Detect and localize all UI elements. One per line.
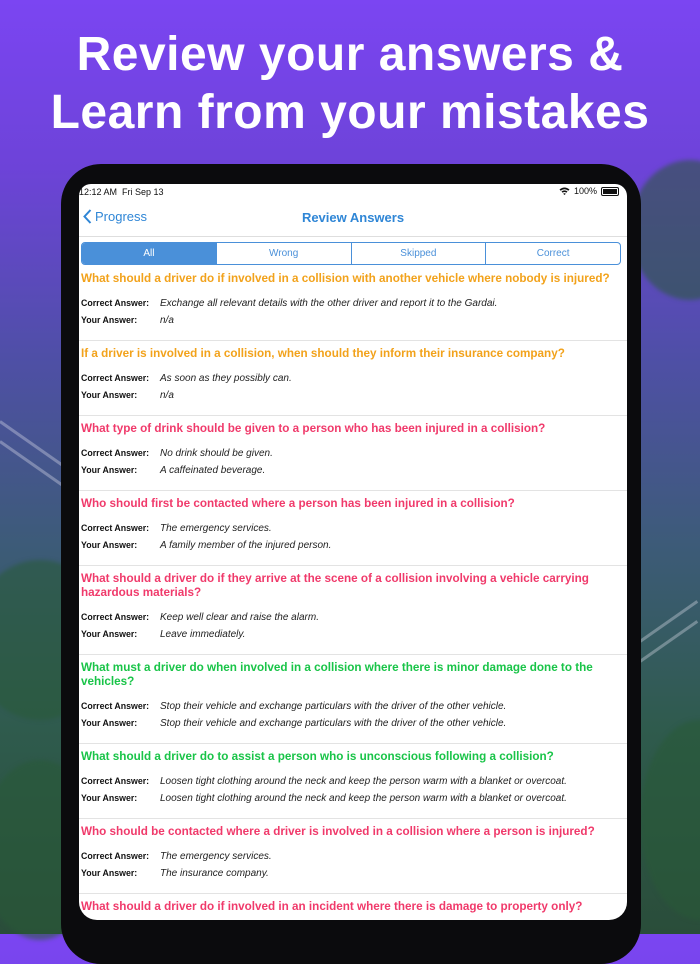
correct-answer-row: [81, 298, 617, 309]
back-button-label: Progress: [95, 209, 148, 224]
question-text: What should a driver do if they arrive at the scene of a collision involving a vehicle carrying hazardous materials?: [81, 572, 589, 599]
road-line: [639, 600, 698, 643]
correct-answer-label: Correct Answer:: [81, 851, 150, 861]
correct-answer-label: Correct Answer:: [81, 612, 150, 622]
question-row[interactable]: [79, 655, 627, 744]
correct-answer-label: Correct Answer:: [81, 701, 150, 711]
correct-answer-row: [81, 373, 617, 384]
status-right: [559, 186, 619, 196]
navigation-bar: [79, 198, 627, 237]
your-answer-row: [81, 465, 617, 476]
correct-answer-label: Correct Answer:: [81, 448, 150, 458]
question-row[interactable]: [79, 566, 627, 655]
page-title: Review Answers: [301, 210, 405, 225]
your-answer-value: n/a: [160, 390, 174, 401]
headline-line-1: Review your answers &: [76, 28, 624, 81]
your-answer-value: A family member of the injured person.: [160, 540, 332, 551]
your-answer-row: [81, 390, 617, 401]
tree-cluster: [640, 720, 700, 920]
correct-answer-label: Correct Answer:: [81, 298, 150, 308]
question-row[interactable]: [79, 894, 627, 920]
your-answer-row: [81, 315, 617, 326]
your-answer-label: Your Answer:: [81, 718, 138, 728]
correct-answer-value: Keep well clear and raise the alarm.: [160, 612, 319, 623]
your-answer-value: Stop their vehicle and exchange particulars with the driver of the other vehicle.: [160, 718, 507, 729]
your-answer-label: Your Answer:: [81, 868, 138, 878]
question-row[interactable]: [79, 341, 627, 416]
correct-answer-value: As soon as they possibly can.: [160, 373, 292, 384]
filter-segmented-control: [81, 242, 621, 265]
question-row[interactable]: [79, 266, 627, 341]
correct-answer-row: [81, 523, 617, 534]
headline-line-2: Learn from your mistakes: [50, 86, 650, 139]
your-answer-label: Your Answer:: [81, 540, 138, 550]
correct-answer-value: No drink should be given.: [160, 448, 273, 459]
your-answer-value: A caffeinated beverage.: [160, 465, 266, 476]
your-answer-label: Your Answer:: [81, 315, 138, 325]
status-bar: [79, 184, 627, 198]
your-answer-row: [81, 718, 617, 729]
your-answer-value: Leave immediately.: [160, 629, 246, 640]
segment-skipped[interactable]: Skipped: [351, 243, 486, 264]
correct-answer-label: Correct Answer:: [81, 523, 150, 533]
promo-headline: [0, 26, 700, 142]
correct-answer-row: [81, 851, 617, 862]
your-answer-label: Your Answer:: [81, 629, 138, 639]
battery-icon: [601, 187, 619, 196]
status-date: Fri Sep 13: [122, 187, 164, 197]
segment-correct[interactable]: Correct: [485, 243, 620, 264]
question-text: If a driver is involved in a collision, when should they inform their insurance company?: [81, 347, 565, 360]
correct-answer-value: The emergency services.: [160, 523, 272, 534]
status-clock: 12:12 AM: [79, 187, 118, 197]
your-answer-label: Your Answer:: [81, 465, 138, 475]
your-answer-row: [81, 793, 617, 804]
tablet-screen: [79, 184, 627, 920]
question-row[interactable]: [79, 491, 627, 566]
status-time: [79, 187, 164, 197]
your-answer-row: [81, 629, 617, 640]
question-text: What must a driver do when involved in a collision where there is minor damage done to the vehicles?: [81, 661, 593, 688]
correct-answer-row: [81, 612, 617, 623]
correct-answer-value: The emergency services.: [160, 851, 272, 862]
question-text: What type of drink should be given to a person who has been injured in a collision?: [81, 422, 546, 435]
correct-answer-row: [81, 701, 617, 712]
question-text: Who should first be contacted where a person has been injured in a collision?: [81, 497, 515, 510]
correct-answer-row: [81, 776, 617, 787]
question-text: Who should be contacted where a driver is involved in a collision where a person is injured?: [81, 825, 595, 838]
correct-answer-value: Exchange all relevant details with the other driver and report it to the Gardai.: [160, 298, 498, 309]
your-answer-label: Your Answer:: [81, 390, 138, 400]
answers-list: [79, 266, 627, 920]
correct-answer-row: [81, 448, 617, 459]
correct-answer-label: Correct Answer:: [81, 373, 150, 383]
your-answer-row: [81, 868, 617, 879]
correct-answer-value: Loosen tight clothing around the neck and keep the person warm with a blanket or overcoat.: [160, 776, 567, 787]
your-answer-value: The insurance company.: [160, 868, 269, 879]
question-row[interactable]: [79, 819, 627, 894]
question-row[interactable]: [79, 744, 627, 819]
your-answer-label: Your Answer:: [81, 793, 138, 803]
your-answer-row: [81, 540, 617, 551]
correct-answer-label: Correct Answer:: [81, 776, 150, 786]
correct-answer-value: Stop their vehicle and exchange particulars with the driver of the other vehicle.: [160, 701, 507, 712]
question-text: What should a driver do to assist a person who is unconscious following a collision?: [81, 750, 554, 763]
question-row[interactable]: [79, 416, 627, 491]
wifi-icon: [559, 187, 570, 195]
road-line: [639, 620, 698, 663]
segment-wrong[interactable]: Wrong: [216, 243, 351, 264]
question-text: What should a driver do if involved in a collision with another vehicle where nobody is injured?: [81, 272, 610, 285]
your-answer-value: Loosen tight clothing around the neck and keep the person warm with a blanket or overcoat.: [160, 793, 567, 804]
your-answer-value: n/a: [160, 315, 174, 326]
segment-all[interactable]: All: [82, 243, 216, 264]
question-text: What should a driver do if involved in an incident where there is damage to property only?: [81, 900, 583, 913]
battery-percent: 100%: [573, 186, 597, 196]
